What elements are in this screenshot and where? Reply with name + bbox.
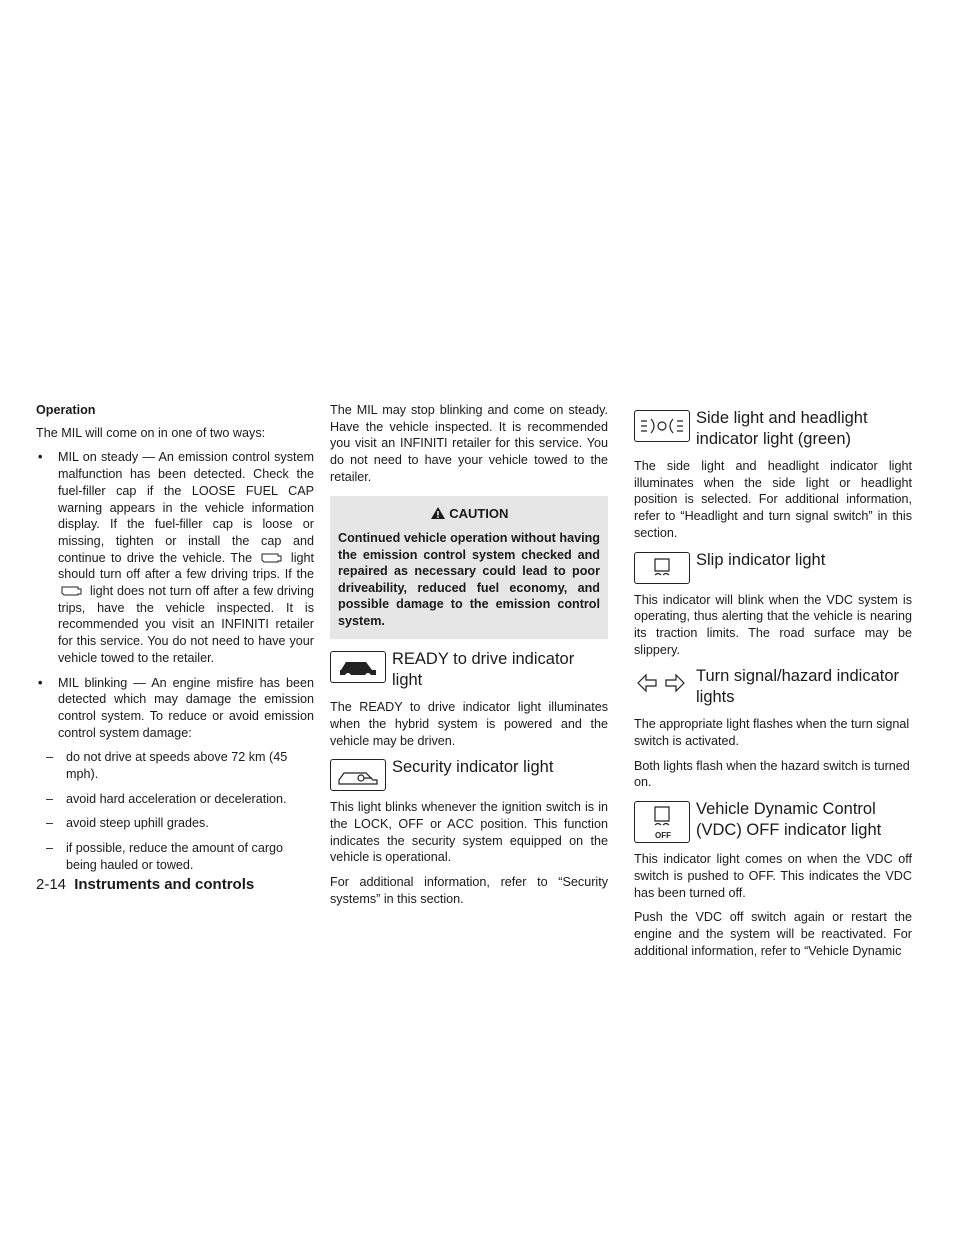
turn-signal-heading [634, 666, 912, 708]
dash-marker: – [46, 750, 54, 765]
ready-text: The READY to drive indicator light illuminates when the hybrid system is powered and the vehicle may be driven. [330, 700, 608, 748]
bullet-text: MIL blinking — An engine misfire has been detected which may damage the emission control system. To reduce or avoid emission control system damage: [58, 675, 314, 740]
caution-heading [338, 502, 600, 523]
security-text-2: For additional information, refer to “Security systems” in this section. [330, 875, 608, 906]
intro-text: The MIL will come on in one of two ways: [36, 425, 266, 440]
column-3 [634, 402, 912, 967]
side-light-title: Side light and headlight indicator light (green) [696, 409, 868, 448]
security-text-1: This light blinks whenever the ignition switch is in the LOCK, OFF or ACC position. This function indicates the security system equipped on the vehicle is operational. [330, 800, 608, 865]
dash-item [36, 791, 314, 808]
vdc-off-label: OFF [655, 831, 671, 841]
slip-title: Slip indicator light [696, 550, 826, 569]
dash-marker: – [46, 841, 54, 856]
bullet-text-a: MIL on steady — An emission control system malfunction has been detected. Check the fuel-filler cap if the LOOSE FUEL CAP warning appears in the vehicle information display. If the fuel-filler cap is loose or missing, tighten or install the cap and continue to drive the vehicle. The [58, 450, 314, 565]
caution-text: Continued vehicle operation without having the emission control system checked and repaired as necessary could lead to poor driveability, reduced fuel economy, and possible damage to the emission control system. [338, 531, 600, 628]
side-light-text: The side light and headlight indicator light illuminates when the side light or headlight position is selected. For additional information, refer to “Headlight and turn signal switch” in this section. [634, 459, 912, 540]
dash-text: avoid hard acceleration or deceleration. [66, 791, 287, 806]
dash-marker: – [46, 816, 54, 831]
ready-indicator-heading [330, 649, 608, 691]
bullet-mil-steady [36, 449, 314, 666]
vdc-off-title: Vehicle Dynamic Control (VDC) OFF indicator light [696, 800, 882, 840]
dash-item [36, 815, 314, 832]
security-car-key-icon [330, 759, 386, 791]
mil-paragraph: The MIL may stop blinking and come on steady. Have the vehicle inspected. It is recommended you visit an INFINITI retailer for this service. You do not need to have your vehicle towed to the retailer. [330, 403, 608, 484]
vdc-off-heading [634, 799, 912, 843]
dash-text: if possible, reduce the amount of cargo being hauled or towed. [66, 841, 284, 872]
turn-signal-title: Turn signal/hazard indicator lights [696, 667, 899, 707]
caution-title: CAUTION [449, 505, 509, 521]
column-2 [330, 402, 608, 916]
security-title: Security indicator light [392, 758, 554, 777]
slip-text: This indicator will blink when the VDC system is operating, thus alerting that the vehicle is nearing its traction limits. The road surface may be slippery. [634, 592, 912, 657]
engine-check-icon [58, 584, 86, 596]
ready-title: READY to drive indicator light [392, 650, 575, 690]
slip-heading [634, 550, 912, 584]
vdc-off-text-1: This indicator light comes on when the VDC off switch is pushed to OFF. This indicates the VDC has been turned off. [634, 852, 912, 900]
warning-triangle-icon [430, 506, 446, 520]
bullet-text-b: light should turn off after a few driving trips. If the [58, 550, 315, 582]
ready-car-icon [330, 651, 386, 683]
turn-signal-arrows-icon [634, 668, 688, 698]
bullet-marker: • [38, 675, 43, 690]
vdc-off-icon [634, 801, 690, 843]
dash-item [36, 749, 314, 782]
dash-text: avoid steep uphill grades. [66, 816, 209, 831]
dash-text: do not drive at speeds above 72 km (45 mph). [66, 750, 288, 782]
security-indicator-heading [330, 757, 608, 791]
vdc-off-text-2: Push the VDC off switch again or restart the engine and the system will be reactivated. For additional information, refer to “Vehicle Dynamic [634, 910, 912, 958]
bullet-marker: • [38, 450, 43, 465]
page-number: 2-14 [36, 876, 67, 893]
section-title: Instruments and controls [74, 876, 255, 893]
bullet-mil-blinking [36, 675, 314, 742]
slip-car-icon [634, 552, 690, 584]
turn-signal-text-1: The appropriate light flashes when the turn signal switch is activated. [634, 717, 910, 749]
dash-item [36, 840, 314, 873]
bullet-text-c: light does not turn off after a few driving trips, have the vehicle inspected. It is recommended you visit an INFINITI retailer for this service. You do not need to have your vehicle towed to the retailer. [58, 584, 314, 665]
side-light-heading [634, 408, 912, 450]
side-light-icon [634, 410, 690, 442]
caution-box [330, 496, 608, 640]
column-1 [36, 402, 314, 882]
dash-marker: – [46, 791, 54, 806]
page-footer [36, 876, 254, 893]
turn-signal-text-2: Both lights flash when the hazard switch is turned on. [634, 758, 910, 790]
section-heading: Operation [36, 403, 96, 417]
engine-check-icon [258, 551, 286, 563]
